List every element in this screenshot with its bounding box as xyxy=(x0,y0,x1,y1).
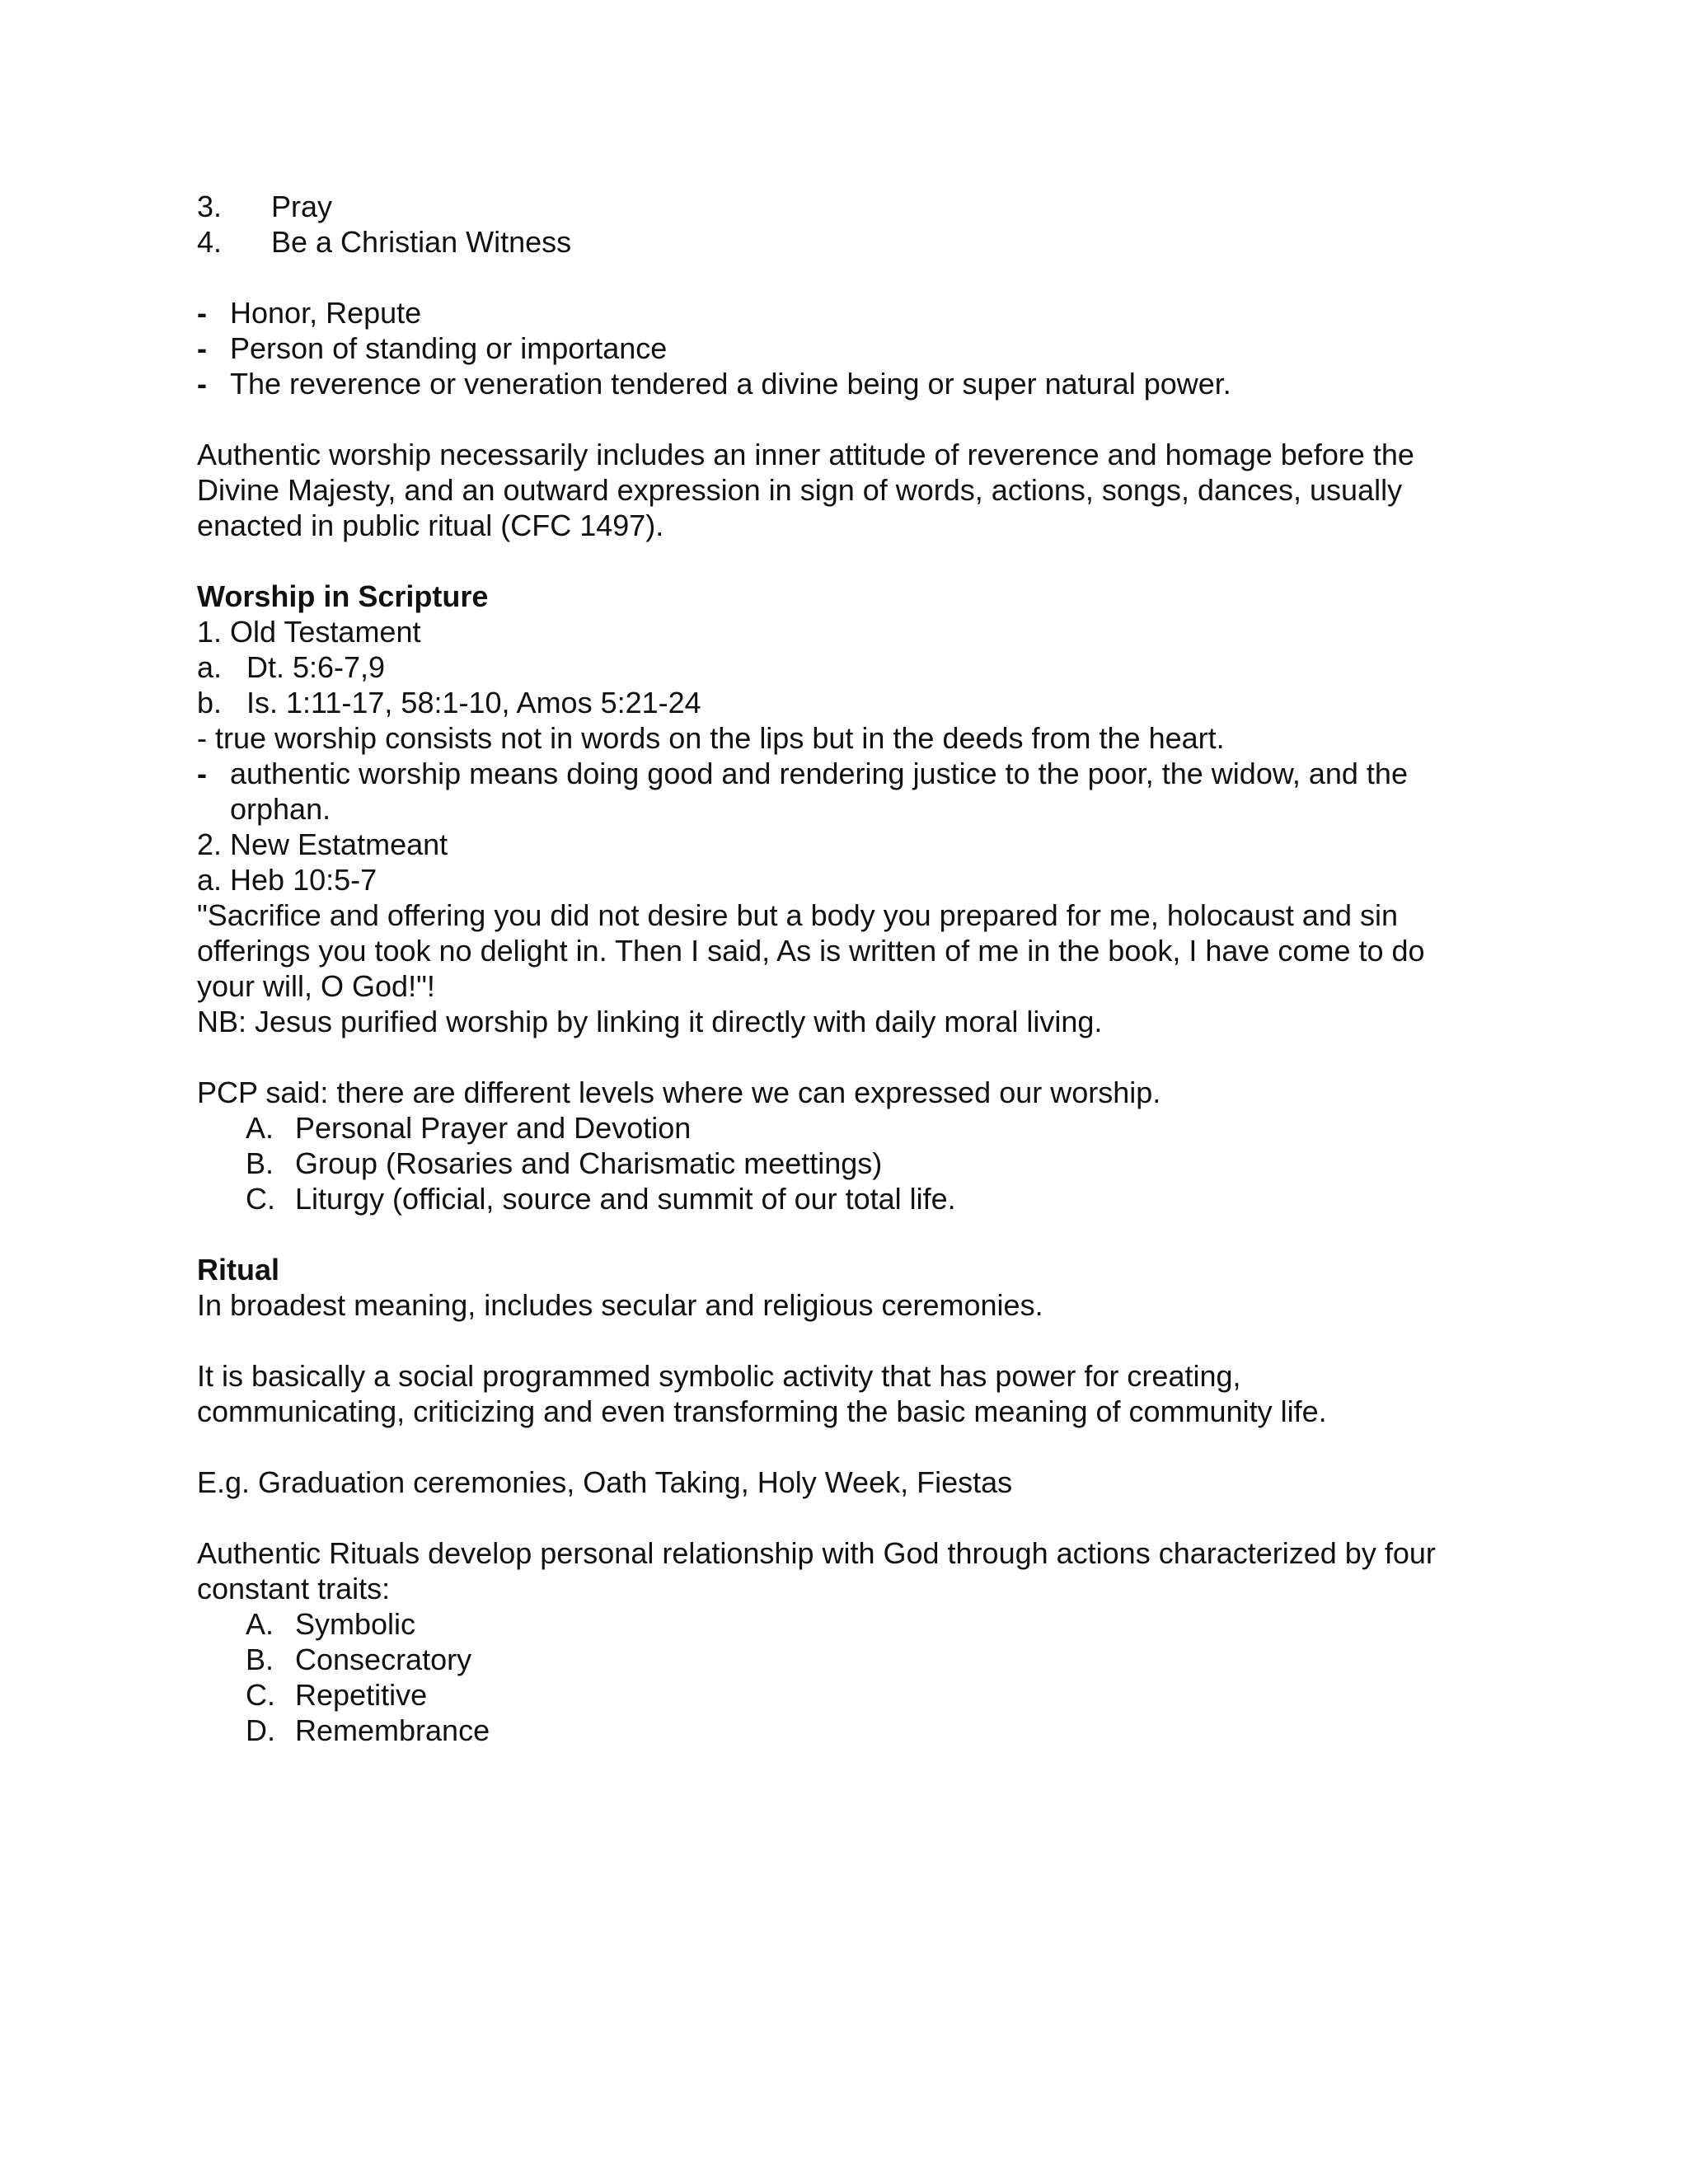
list-marker: C. xyxy=(246,1678,275,1712)
list-item-text: The reverence or veneration tendered a divine being or super natural power. xyxy=(230,367,1231,401)
list-item-text: Repetitive xyxy=(295,1678,428,1712)
list-marker: D. xyxy=(246,1713,275,1747)
list-item-text: Dt. 5:6-7,9 xyxy=(246,650,386,684)
list-marker: A. xyxy=(246,1607,274,1641)
section-heading: Worship in Scripture xyxy=(197,579,489,613)
paragraph-line: It is basically a social programmed symbolic activity that has power for creating, xyxy=(197,1359,1241,1393)
list-item-text: Liturgy (official, source and summit of our total life. xyxy=(295,1182,956,1216)
list-item-text: Person of standing or importance xyxy=(230,331,668,365)
paragraph-line: enacted in public ritual (CFC 1497). xyxy=(197,509,664,542)
examples-line: E.g. Graduation ceremonies, Oath Taking, Holy Week, Fiestas xyxy=(197,1465,1013,1499)
list-item-line: authentic worship means doing good and rendering justice to the poor, the widow, and the xyxy=(230,757,1408,790)
dash-marker: - xyxy=(197,331,207,365)
list-item xyxy=(197,649,1483,685)
list-marker: 3. xyxy=(197,190,223,223)
paragraph-line: Divine Majesty, and an outward expression in sign of words, actions, songs, dances, usually xyxy=(197,473,1403,507)
list-marker: b. xyxy=(197,686,223,719)
paragraph-line: - true worship consists not in words on the lips but in the deeds from the heart. xyxy=(197,721,1225,755)
list-item xyxy=(197,1606,1483,1642)
list-item xyxy=(197,366,1483,401)
list-item xyxy=(197,1146,1483,1181)
list-marker: B. xyxy=(246,1643,274,1676)
paragraph-line: Authentic Rituals develop personal relationship with God through actions characterized by four xyxy=(197,1536,1436,1570)
nb-note: NB: Jesus purified worship by linking it directly with daily moral living. xyxy=(197,1005,1103,1038)
paragraph-line: Authentic worship necessarily includes an inner attitude of reverence and homage before the xyxy=(197,438,1414,471)
dash-marker: - xyxy=(197,296,207,330)
list-marker: 4. xyxy=(197,225,223,259)
list-marker: B. xyxy=(246,1146,274,1180)
list-item xyxy=(197,1110,1483,1146)
list-marker: A. xyxy=(246,1111,274,1145)
list-item xyxy=(197,1642,1483,1677)
paragraph-line: communicating, criticizing and even transforming the basic meaning of community life. xyxy=(197,1394,1327,1428)
list-item-text: Pray xyxy=(271,190,333,223)
list-item xyxy=(197,330,1483,366)
quote-line: offerings you took no delight in. Then I said, As is written of me in the book, I have come to do xyxy=(197,934,1425,968)
list-item-text: Be a Christian Witness xyxy=(271,225,572,259)
list-item-text: Group (Rosaries and Charismatic meettings) xyxy=(295,1146,883,1180)
ot-label: 1. Old Testament xyxy=(197,615,421,649)
list-item xyxy=(197,224,1483,260)
quote-line: "Sacrifice and offering you did not desire but a body you prepared for me, holocaust and sin xyxy=(197,898,1399,932)
nt-label: 2. New Estatmeant xyxy=(197,827,448,861)
list-item xyxy=(197,189,1483,224)
list-item xyxy=(197,685,1483,720)
paragraph-line: constant traits: xyxy=(197,1572,391,1605)
dash-marker: - xyxy=(197,757,207,790)
dash-marker: - xyxy=(197,367,207,401)
list-item-line: orphan. xyxy=(230,792,331,826)
list-item-text: Consecratory xyxy=(295,1643,472,1676)
list-marker: C. xyxy=(246,1182,275,1216)
list-item xyxy=(197,1181,1483,1216)
list-marker: a. xyxy=(197,650,223,684)
list-item-text: Honor, Repute xyxy=(230,296,422,330)
list-item xyxy=(197,295,1483,330)
list-item-text: Is. 1:11-17, 58:1-10, Amos 5:21-24 xyxy=(246,686,701,719)
quote-line: your will, O God!"! xyxy=(197,969,435,1003)
paragraph-line: In broadest meaning, includes secular and religious ceremonies. xyxy=(197,1288,1043,1322)
list-item-text: Personal Prayer and Devotion xyxy=(295,1111,692,1145)
list-item xyxy=(197,1713,1483,1748)
section-heading: Ritual xyxy=(197,1253,280,1286)
list-item-text: Symbolic xyxy=(295,1607,416,1641)
document-body xyxy=(197,189,1483,1748)
list-item xyxy=(197,756,1483,827)
list-item xyxy=(197,1677,1483,1713)
list-item-text xyxy=(230,756,1408,827)
list-item-text: Remembrance xyxy=(295,1713,490,1747)
pcp-intro: PCP said: there are different levels where we can expressed our worship. xyxy=(197,1076,1161,1109)
nt-reference: a. Heb 10:5-7 xyxy=(197,863,377,897)
